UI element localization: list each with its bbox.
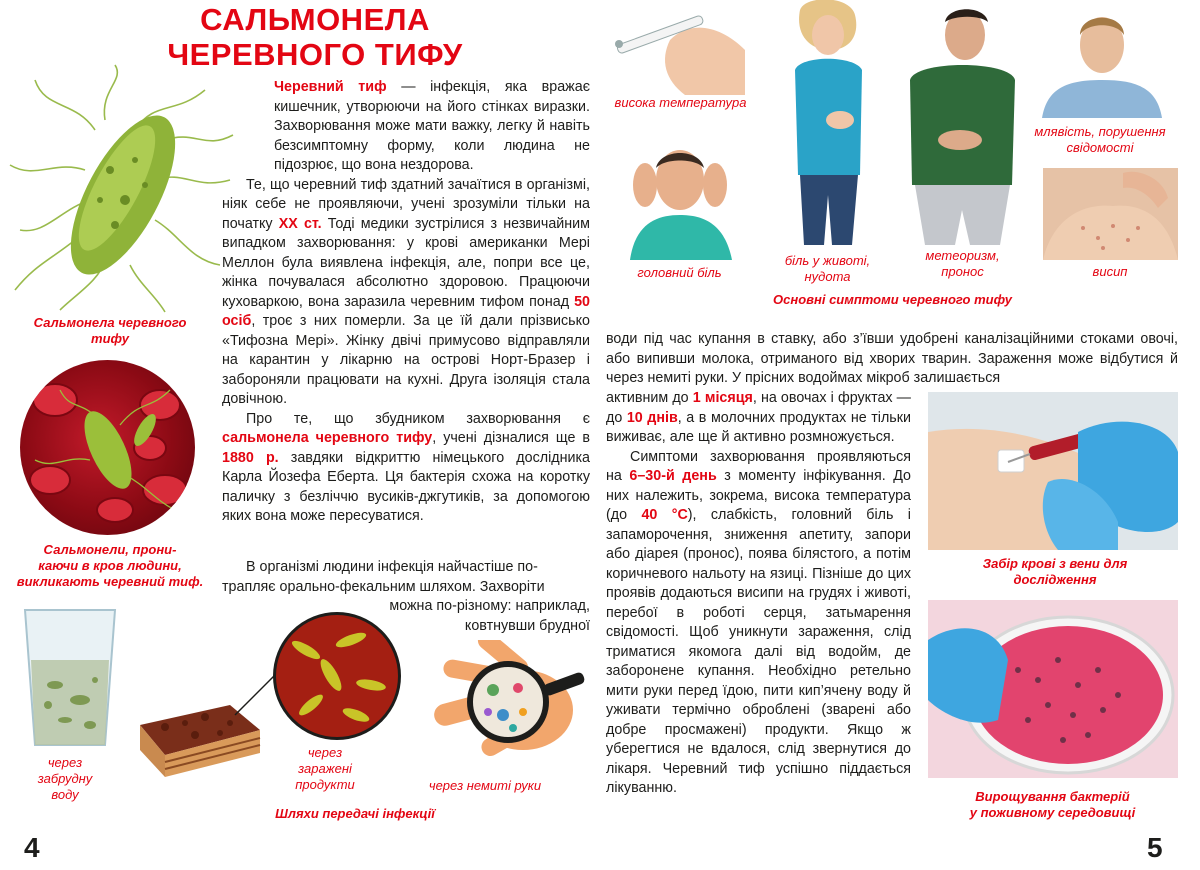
- caption-blood: Сальмонели, прони- каючи в кров людини, викликають черевний тиф.: [16, 542, 204, 589]
- page-number-right: 5: [1147, 832, 1163, 863]
- salmonella-in-blood-image: [20, 360, 195, 535]
- dirty-hand-image: [418, 640, 593, 770]
- caption-bacterium: Сальмонела черевного тифу: [33, 315, 187, 346]
- symptom-bloating: метеоризм, пронос: [925, 248, 1000, 279]
- symptom-headache: головний біль: [637, 265, 722, 280]
- symptom-rash: висип: [1092, 264, 1128, 279]
- paragraph-survival: активним до 1 місяця, на овочах і фруктах — до 10 днів, а в молочних продуктах не тільки виживає, але ще й активно розмножується.: [606, 390, 912, 445]
- transmission-title: Шляхи передачі інфекції: [275, 806, 435, 821]
- caption-water: через забрудну воду: [37, 755, 93, 802]
- headache-image: [620, 130, 740, 260]
- paragraph-history: Те, що черевний тиф здатний зачаїтися в організмі, ніяк себе не проявляючи, учені зрозуміли тільки на початку XX ст. Тоді медики зустрілися з незвичайним випадком захворювання: у крові американки Мері Меллон була виявлена інфекція, але, попри все це, жінка почувалася абсолютно здоровою. Працюючи куховаркою, вона заразила черевним тифом понад 50 осіб, троє з них померли. За це їй дали прізвисько «Тифозна Мері». Жінку двічі примусово відправляли на карантин у лікарню на острові Норт-Бразер і забороняли працювати на кухні. Друга ізоляція стала довічною.: [222, 176, 590, 407]
- paragraph-continuation: води під час купання в ставку, або з’ївши удобрені каналізаційними стоками овочі, або випивши молока, отриманого від хворих тварин. Зараження може відбутися й через немиті руки. У прісних водоймах мікроб залишається: [606, 331, 1178, 386]
- thermometer-image: [610, 0, 750, 95]
- rash-image: [1043, 168, 1178, 260]
- paragraph-definition: Черевний тиф — інфекція, яка вражає кишечник, утворюючи на його стінках виразки. Захворювання може мати важку, легку й навіть безсимптомну форму, коли людина не підозрює, що вона нездорова.: [274, 79, 590, 173]
- caption-blood-draw: Забір крові з вени для дослідження: [982, 556, 1128, 587]
- stomach-pain-woman-image: [780, 0, 875, 245]
- symptoms-title: Основні симптоми черевного тифу: [773, 292, 1012, 307]
- left-article-text: [212, 78, 590, 527]
- paragraph-pathogen: Про те, що збудником захворювання є сальмонела черевного тифу, учені дізналися ще в 1880 р. завдяки відкриттю німецького дослідника Карла Йозефа Еберта. Ця бактерія схожа на коротку паличку з безліччю вусиків-джгутиків, за допомогою яких вона може пересуватися.: [222, 410, 590, 524]
- cake-bacteria-zoom-image: [273, 612, 401, 740]
- symptom-pain: біль у животі, нудота: [784, 253, 871, 284]
- paragraph-symptoms: Симптоми захворювання проявляються на 6–30-й день з моменту інфікування. До них належить, зокрема, висока температура (до 40 °С), слабкість, головний біль і запаморочення, зниження апетиту, запори або діарея (пронос), поява білястого, а потім коричневого нальоту на язиці. Пізніше до цих проявів додаються висипи на грудях і животі, перебої в роботі серця, затьмарення свідомості. Щоб уникнути зараження, слід триматися якомога далі від водойм, де заборонене купання. Необхідно ретельно мити руки перед їдою, пити кип’ячену воду й уживати термічно оброблені (зварені або добре просмажені) продукти. Якщо ж уберегтися не вдалося, слід звернутися до лікаря. Черевний тиф успішно піддається лікуванню.: [606, 448, 911, 796]
- caption-food: через заражені продукти: [295, 745, 355, 792]
- right-article-text: [606, 389, 911, 799]
- symptom-lethargy: млявість, порушення свідомості: [1034, 124, 1166, 155]
- symptom-fever: висока температура: [614, 95, 747, 110]
- salmonella-bacterium-image: [5, 60, 235, 315]
- flatulence-man-image: [900, 0, 1020, 245]
- blood-draw-image: [928, 392, 1178, 550]
- paragraph-transmission: В організмі людини інфекція найчастіше по- трапляє орально-фекальним шляхом. Захворіти можна по-різному: наприклад, ковтнувши брудної: [222, 559, 590, 634]
- page-title: САЛЬМОНЕЛА ЧЕРЕВНОГО ТИФУ: [167, 2, 463, 72]
- dirty-water-glass-image: [20, 605, 120, 755]
- petri-dish-image: [928, 600, 1178, 778]
- caption-culture: Вирощування бактерій у поживному середовищі: [969, 789, 1136, 820]
- page-number-left: 4: [24, 832, 40, 863]
- lethargy-man-image: [1042, 0, 1162, 118]
- caption-hands: через немиті руки: [428, 778, 542, 793]
